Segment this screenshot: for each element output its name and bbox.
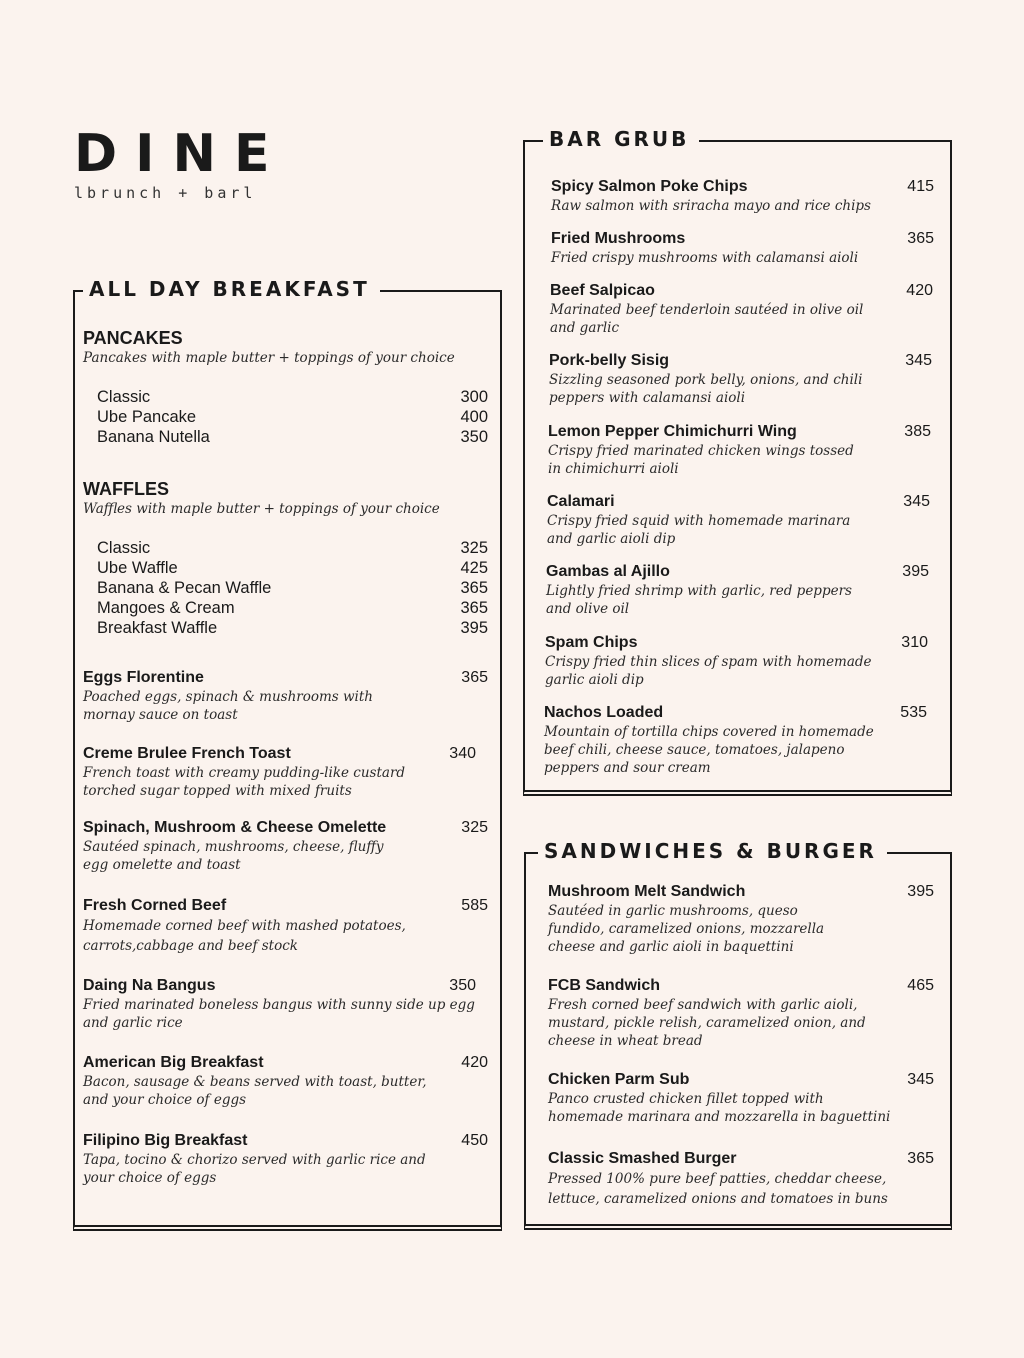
variant-price: 325 bbox=[460, 539, 488, 557]
menu-item bbox=[549, 351, 932, 407]
item-price: 415 bbox=[907, 178, 934, 195]
variant-item bbox=[83, 558, 488, 578]
waffles-variants bbox=[83, 538, 488, 638]
item-name: Filipino Big Breakfast bbox=[83, 1132, 248, 1149]
variant-name: Banana & Pecan Waffle bbox=[97, 579, 272, 597]
item-desc: Lightly fried shrimp with garlic, red peppers and olive oil bbox=[546, 583, 852, 617]
item-desc: Bacon, sausage & beans served with toast, butter, and your choice of eggs bbox=[83, 1074, 427, 1108]
item-name: Spam Chips bbox=[545, 634, 638, 651]
item-name: American Big Breakfast bbox=[83, 1054, 264, 1071]
pancakes-desc: Pancakes with maple butter + toppings of your choice bbox=[83, 350, 455, 366]
item-name: Pork-belly Sisig bbox=[549, 352, 670, 369]
item-desc: Fresh corned beef sandwich with garlic aioli, mustard, pickle relish, caramelized onion, and cheese in wheat bread bbox=[548, 997, 866, 1049]
item-desc: Panco crusted chicken fillet topped with homemade marinara and mozzarella in baguettini bbox=[548, 1091, 891, 1125]
item-price: 585 bbox=[461, 897, 488, 914]
variant-price: 365 bbox=[460, 579, 488, 597]
breakfast-panel bbox=[73, 277, 502, 1231]
waffles-name: WAFFLES bbox=[83, 479, 169, 499]
item-name: Spinach, Mushroom & Cheese Omelette bbox=[83, 819, 387, 836]
bargrub-panel bbox=[523, 127, 952, 796]
item-name: Spicy Salmon Poke Chips bbox=[551, 178, 748, 195]
item-price: 310 bbox=[901, 634, 928, 651]
variant-item bbox=[83, 387, 488, 407]
menu-item bbox=[548, 882, 934, 956]
item-name: Eggs Florentine bbox=[83, 669, 204, 686]
waffles-section bbox=[83, 478, 488, 638]
menu-item bbox=[548, 1149, 934, 1209]
sandwiches-panel bbox=[524, 839, 952, 1230]
item-price: 345 bbox=[907, 1071, 934, 1088]
variant-item bbox=[83, 407, 488, 427]
variant-item bbox=[83, 578, 488, 598]
menu-item bbox=[83, 1131, 488, 1187]
item-desc: Fried crispy mushrooms with calamansi aioli bbox=[551, 250, 859, 266]
item-desc: French toast with creamy pudding-like custard torched sugar topped with mixed fruits bbox=[83, 765, 406, 799]
variant-price: 395 bbox=[460, 619, 488, 637]
menu-item bbox=[551, 177, 934, 215]
item-price: 325 bbox=[461, 819, 488, 836]
item-price: 385 bbox=[904, 423, 931, 440]
variant-price: 425 bbox=[460, 559, 488, 577]
menu-item bbox=[548, 976, 934, 1050]
variant-name: Classic bbox=[97, 539, 151, 557]
variant-name: Classic bbox=[97, 388, 151, 406]
item-name: Lemon Pepper Chimichurri Wing bbox=[548, 423, 797, 440]
item-name: Fresh Corned Beef bbox=[83, 897, 227, 914]
item-desc: Marinated beef tenderloin sautéed in olive oil and garlic bbox=[550, 302, 864, 336]
menu-item bbox=[83, 1053, 488, 1109]
item-price: 340 bbox=[449, 745, 476, 762]
brand-header bbox=[74, 124, 288, 202]
item-name: Fried Mushrooms bbox=[551, 230, 686, 247]
item-price: 450 bbox=[461, 1132, 488, 1149]
item-name: FCB Sandwich bbox=[548, 977, 661, 994]
item-price: 420 bbox=[906, 282, 933, 299]
item-price: 395 bbox=[902, 563, 929, 580]
variant-price: 350 bbox=[460, 428, 488, 446]
item-name: Gambas al Ajillo bbox=[546, 563, 670, 580]
variant-item bbox=[83, 618, 488, 638]
item-price: 420 bbox=[461, 1054, 488, 1071]
brand-title: DINE bbox=[74, 124, 288, 184]
menu-item bbox=[546, 562, 929, 618]
item-price: 365 bbox=[907, 230, 934, 247]
menu-item bbox=[550, 281, 933, 337]
item-name: Creme Brulee French Toast bbox=[83, 745, 291, 762]
item-price: 395 bbox=[907, 883, 934, 900]
menu-item bbox=[545, 633, 928, 689]
sandwiches-title: SANDWICHES & BURGER bbox=[538, 838, 887, 864]
item-name: Daing Na Bangus bbox=[83, 977, 216, 994]
bargrub-title: BAR GRUB bbox=[543, 126, 699, 152]
variant-item bbox=[83, 427, 488, 447]
variant-name: Ube Waffle bbox=[97, 559, 178, 577]
variant-price: 400 bbox=[460, 408, 488, 426]
variant-name: Banana Nutella bbox=[97, 428, 210, 446]
item-price: 365 bbox=[907, 1150, 934, 1167]
breakfast-title: ALL DAY BREAKFAST bbox=[83, 276, 380, 302]
variant-item bbox=[83, 538, 488, 558]
menu-item bbox=[83, 668, 488, 724]
item-name: Mushroom Melt Sandwich bbox=[548, 883, 746, 900]
item-desc: Raw salmon with sriracha mayo and rice chips bbox=[551, 198, 871, 214]
item-desc: Pressed 100% pure beef patties, cheddar cheese, lettuce, caramelized onions and tomatoes in buns bbox=[548, 1171, 888, 1207]
variant-price: 300 bbox=[460, 388, 488, 406]
variant-name: Mangoes & Cream bbox=[97, 599, 235, 617]
variant-name: Breakfast Waffle bbox=[97, 619, 218, 637]
item-desc: Homemade corned beef with mashed potatoes, carrots,cabbage and beef stock bbox=[83, 918, 406, 954]
menu-item bbox=[548, 422, 931, 478]
item-desc: Fried marinated boneless bangus with sunny side up egg and garlic rice bbox=[83, 997, 475, 1031]
variant-name: Ube Pancake bbox=[97, 408, 197, 426]
item-desc: Sautéed in garlic mushrooms, queso fundido, caramelized onions, mozzarella cheese and garlic aioli in baquettini bbox=[548, 903, 825, 955]
menu-item bbox=[544, 703, 927, 777]
pancakes-section bbox=[83, 327, 488, 447]
menu-item bbox=[83, 744, 488, 800]
item-price: 365 bbox=[461, 669, 488, 686]
menu-item bbox=[551, 229, 934, 267]
menu-item bbox=[83, 896, 488, 956]
item-name: Classic Smashed Burger bbox=[548, 1150, 737, 1167]
pancakes-variants bbox=[83, 387, 488, 447]
item-price: 465 bbox=[907, 977, 934, 994]
item-price: 350 bbox=[449, 977, 476, 994]
item-price: 535 bbox=[900, 704, 927, 721]
variant-price: 365 bbox=[460, 599, 488, 617]
item-desc: Mountain of tortilla chips covered in homemade beef chili, cheese sauce, tomatoes, jalapeno peppers and sour cream bbox=[544, 724, 874, 776]
item-desc: Poached eggs, spinach & mushrooms with mornay sauce on toast bbox=[83, 689, 373, 723]
item-desc: Crispy fried thin slices of spam with homemade garlic aioli dip bbox=[545, 654, 872, 688]
item-name: Nachos Loaded bbox=[544, 704, 664, 721]
pancakes-name: PANCAKES bbox=[83, 328, 183, 348]
item-desc: Crispy fried marinated chicken wings tossed in chimichurri aioli bbox=[548, 443, 854, 477]
brand-subtitle: lbrunch + barl bbox=[74, 184, 257, 202]
variant-item bbox=[83, 598, 488, 618]
item-desc: Tapa, tocino & chorizo served with garlic rice and your choice of eggs bbox=[83, 1152, 426, 1186]
item-desc: Sautéed spinach, mushrooms, cheese, fluffy egg omelette and toast bbox=[83, 839, 384, 873]
menu-item bbox=[547, 492, 930, 548]
item-price: 345 bbox=[903, 493, 930, 510]
item-name: Calamari bbox=[547, 493, 615, 510]
item-desc: Crispy fried squid with homemade marinara and garlic aioli dip bbox=[547, 513, 851, 547]
item-desc: Sizzling seasoned pork belly, onions, and chili peppers with calamansi aioli bbox=[549, 372, 863, 406]
item-price: 345 bbox=[905, 352, 932, 369]
item-name: Beef Salpicao bbox=[550, 282, 655, 299]
item-name: Chicken Parm Sub bbox=[548, 1071, 690, 1088]
menu-item bbox=[548, 1070, 934, 1126]
menu-item bbox=[83, 976, 488, 1032]
menu-item bbox=[83, 818, 488, 874]
waffles-desc: Waffles with maple butter + toppings of your choice bbox=[83, 501, 440, 517]
